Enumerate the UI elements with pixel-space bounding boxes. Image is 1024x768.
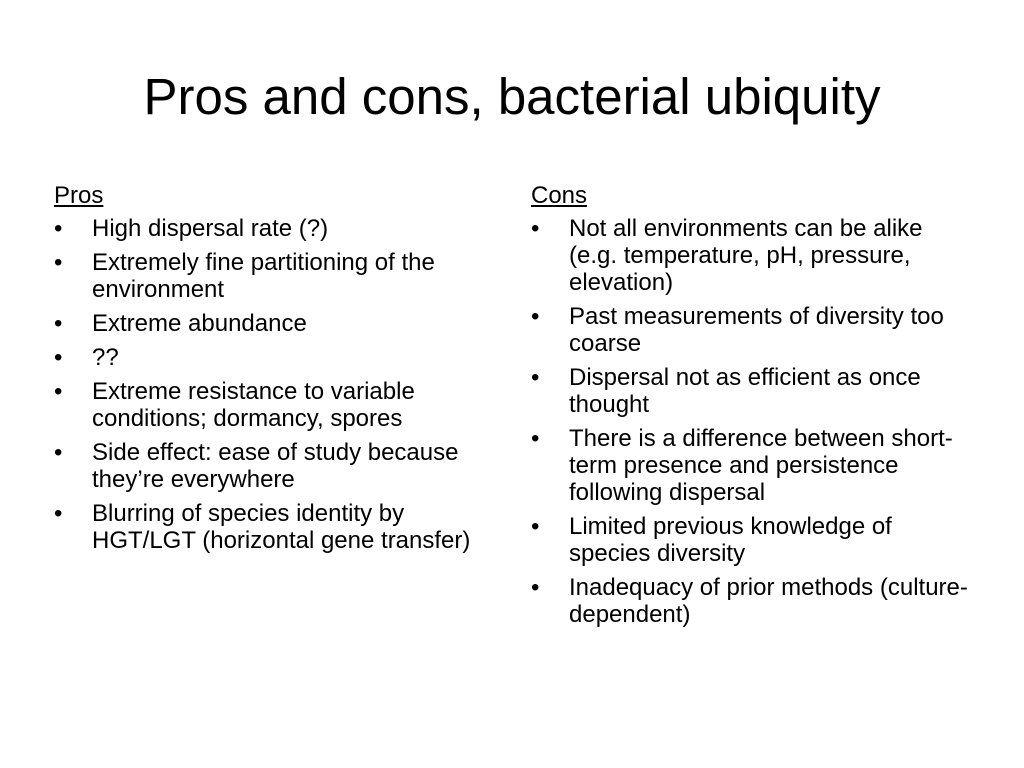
bullet-icon: • (54, 439, 63, 466)
cons-column (531, 182, 971, 635)
list-item-text: Inadequacy of prior methods (culture-dependent) (569, 574, 968, 628)
bullet-icon: • (54, 215, 63, 242)
list-item (531, 215, 971, 296)
list-item (54, 378, 494, 432)
list-item (54, 215, 494, 242)
pros-list (54, 215, 494, 554)
list-item (531, 364, 971, 418)
list-item-text: Past measurements of diversity too coarse (569, 303, 944, 357)
list-item-text: Dispersal not as efficient as once thought (569, 364, 921, 418)
bullet-icon: • (531, 425, 540, 452)
bullet-icon: • (54, 310, 63, 337)
list-item-text: Blurring of species identity by HGT/LGT (horizontal gene transfer) (92, 500, 471, 554)
list-item (531, 513, 971, 567)
list-item (54, 344, 494, 371)
bullet-icon: • (54, 378, 63, 405)
list-item (54, 310, 494, 337)
list-item-text: Extremely fine partitioning of the environment (92, 249, 435, 303)
bullet-icon: • (54, 344, 63, 371)
list-item-text: ?? (92, 344, 119, 371)
list-item (531, 303, 971, 357)
list-item-text: Extreme resistance to variable conditions; dormancy, spores (92, 378, 415, 432)
cons-list (531, 215, 971, 628)
list-item (54, 249, 494, 303)
cons-heading: Cons (531, 182, 588, 209)
bullet-icon: • (531, 364, 540, 391)
bullet-icon: • (54, 249, 63, 276)
bullet-icon: • (531, 574, 540, 601)
bullet-icon: • (531, 513, 540, 540)
list-item (531, 425, 971, 506)
list-item-text: Limited previous knowledge of species diversity (569, 513, 892, 567)
list-item-text: There is a difference between short-term presence and persistence following dispersal (569, 425, 953, 506)
pros-column (54, 182, 494, 561)
slide-title: Pros and cons, bacterial ubiquity (143, 68, 881, 125)
list-item (531, 574, 971, 628)
bullet-icon: • (531, 303, 540, 330)
list-item-text: Not all environments can be alike (e.g. temperature, pH, pressure, elevation) (569, 215, 923, 296)
list-item-text: Side effect: ease of study because they’re everywhere (92, 439, 459, 493)
bullet-icon: • (54, 500, 63, 527)
list-item-text: High dispersal rate (?) (92, 215, 329, 242)
bullet-icon: • (531, 215, 540, 242)
list-item (54, 500, 494, 554)
pros-heading: Pros (54, 182, 104, 209)
list-item-text: Extreme abundance (92, 310, 307, 337)
list-item (54, 439, 494, 493)
